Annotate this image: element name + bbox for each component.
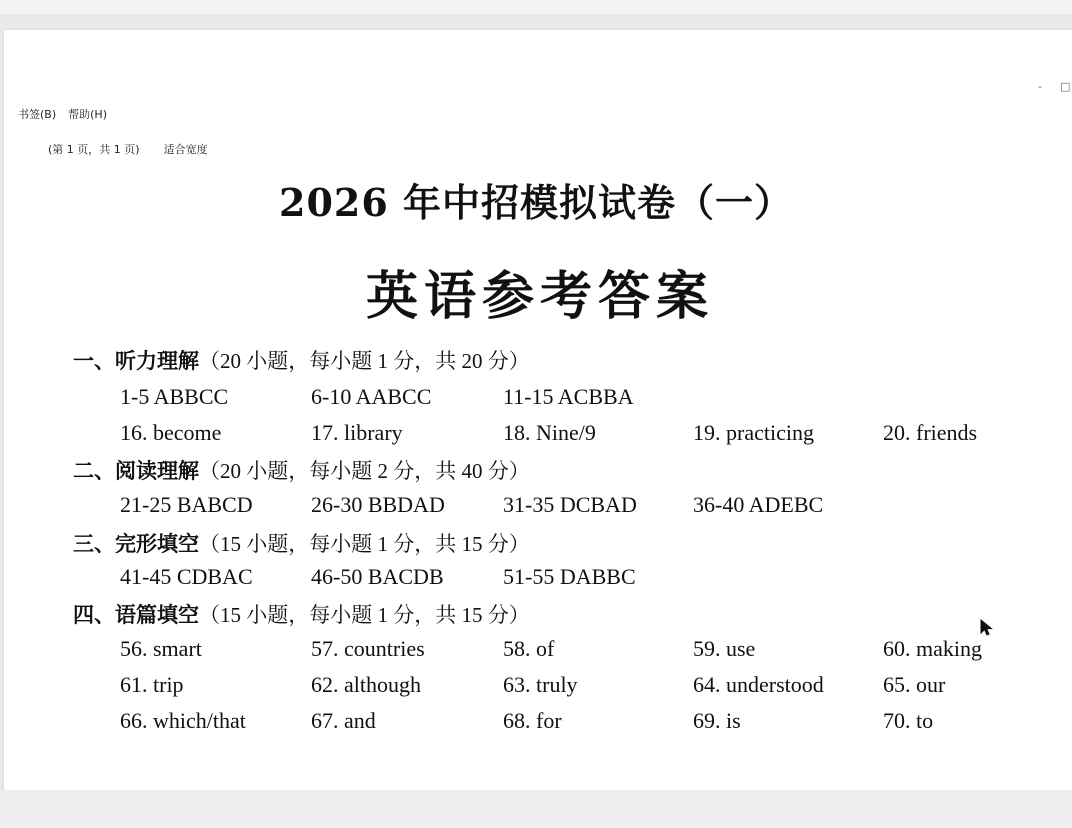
page-indicator: (第 1 页，共 1 页) bbox=[48, 143, 140, 156]
window-controls bbox=[1038, 80, 1070, 93]
section-heading-passage-fill bbox=[73, 599, 530, 629]
answer-cell: 16. become bbox=[120, 420, 222, 445]
answer-cell: 70. to bbox=[883, 708, 934, 733]
answer-cell: 6-10 AABCC bbox=[311, 384, 432, 409]
answer-cell: 31-35 DCBAD bbox=[503, 492, 637, 517]
menu-bar bbox=[18, 106, 107, 122]
answer-cell: 56. smart bbox=[120, 636, 202, 661]
answer-cell: 36-40 ADEBC bbox=[693, 492, 824, 517]
answer-cell: 11-15 ACBBA bbox=[503, 384, 634, 409]
section-heading-listening bbox=[73, 345, 530, 375]
answer-cell: 63. truly bbox=[503, 672, 578, 697]
section-heading-cloze bbox=[73, 528, 530, 558]
answer-cell: 64. understood bbox=[693, 672, 824, 697]
document-title: 2026 年中招模拟试卷（一） bbox=[279, 180, 793, 225]
answer-cell: 61. trip bbox=[120, 672, 184, 697]
section-detail: （15 小题，每小题 1 分，共 15 分） bbox=[199, 532, 530, 556]
answer-cell: 21-25 BABCD bbox=[120, 492, 253, 517]
section-name: 一、听力理解 bbox=[73, 349, 199, 373]
bottom-strip bbox=[0, 790, 1072, 828]
answer-cell: 46-50 BACDB bbox=[311, 564, 444, 589]
menu-bookmarks[interactable]: 书签(B) bbox=[18, 108, 57, 121]
answer-cell: 59. use bbox=[693, 636, 756, 661]
answer-cell: 69. is bbox=[693, 708, 741, 733]
answer-cell: 17. library bbox=[311, 420, 403, 445]
answer-cell: 18. Nine/9 bbox=[503, 420, 596, 445]
minimize-button[interactable]: - bbox=[1038, 80, 1042, 93]
answer-cell: 68. for bbox=[503, 708, 562, 733]
section-detail: （15 小题，每小题 1 分，共 15 分） bbox=[199, 603, 530, 627]
top-strip bbox=[0, 0, 1072, 14]
answer-cell: 1-5 ABBCC bbox=[120, 384, 229, 409]
section-name: 二、阅读理解 bbox=[73, 459, 199, 483]
answer-cell: 58. of bbox=[503, 636, 555, 661]
section-detail: （20 小题，每小题 1 分，共 20 分） bbox=[199, 349, 530, 373]
section-detail: （20 小题，每小题 2 分，共 40 分） bbox=[199, 459, 530, 483]
menu-help[interactable]: 帮助(H) bbox=[68, 108, 107, 121]
answer-cell: 19. practicing bbox=[693, 420, 814, 445]
page-status-bar bbox=[48, 141, 208, 157]
answer-cell: 66. which/that bbox=[120, 708, 246, 733]
answer-cell: 60. making bbox=[883, 636, 982, 661]
answer-cell: 65. our bbox=[883, 672, 946, 697]
maximize-button[interactable]: □ bbox=[1059, 80, 1071, 93]
answer-cell: 41-45 CDBAC bbox=[120, 564, 253, 589]
answer-cell: 51-55 DABBC bbox=[503, 564, 636, 589]
section-heading-reading bbox=[73, 455, 530, 485]
answer-cell: 67. and bbox=[311, 708, 376, 733]
mouse-pointer-icon bbox=[980, 619, 994, 637]
document-subtitle: 英语参考答案 bbox=[365, 267, 714, 327]
answer-cell: 62. although bbox=[311, 672, 421, 697]
fit-width-option[interactable]: 适合宽度 bbox=[163, 143, 208, 156]
answer-cell: 26-30 BBDAD bbox=[311, 492, 445, 517]
answer-cell: 20. friends bbox=[883, 420, 978, 445]
answer-cell: 57. countries bbox=[311, 636, 425, 661]
section-name: 三、完形填空 bbox=[73, 532, 199, 556]
section-name: 四、语篇填空 bbox=[73, 603, 199, 627]
